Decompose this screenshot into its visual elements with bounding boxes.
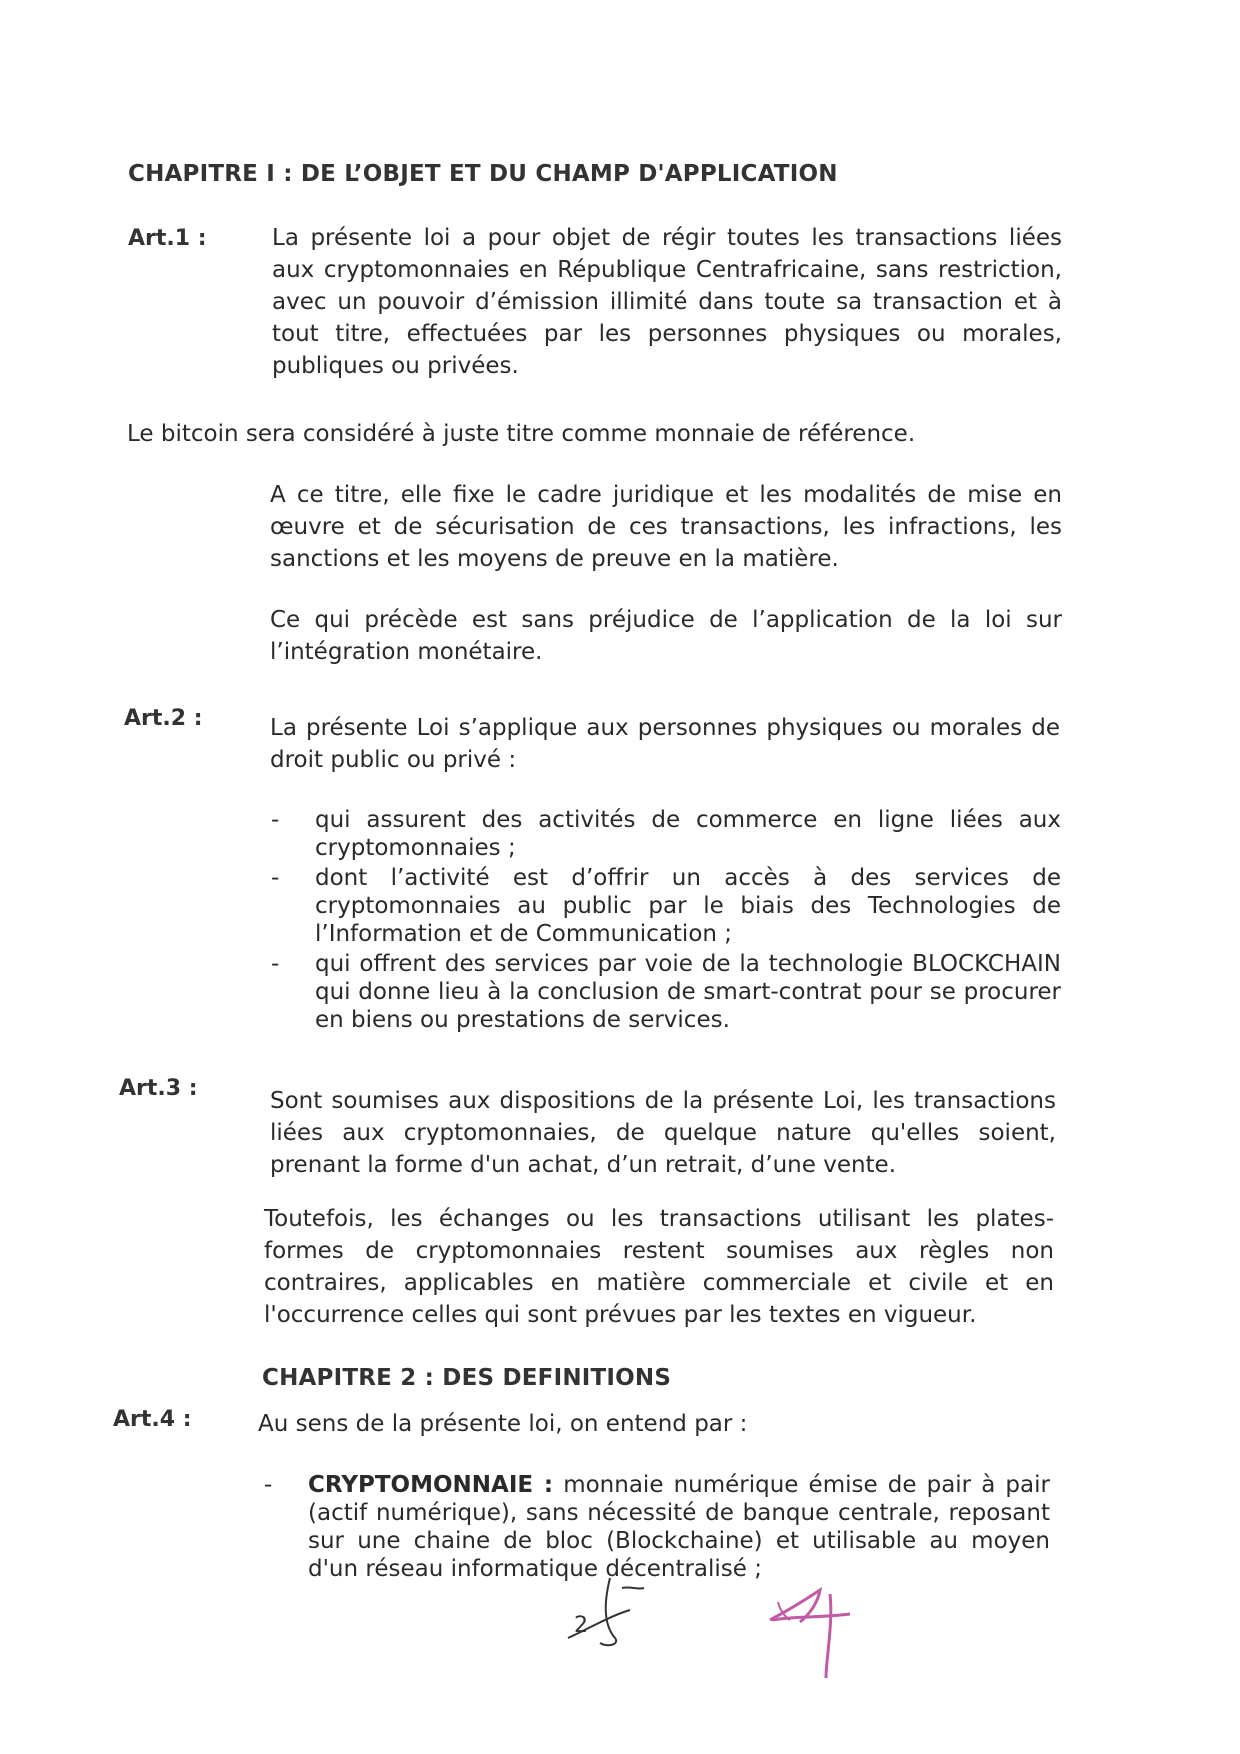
art-3-paragraph-2: Toutefois, les échanges ou les transactions utilisant les plates-formes de cryptomonnaies restent soumises aux règles non contraires, applicables en matière commerciale et civile et en l'occurrence celles qui sont prévues par les textes en vigueur. — [264, 1206, 1054, 1328]
art-1-paragraph-2: A ce titre, elle fixe le cadre juridique et les modalités de mise en œuvre et de sécurisation de ces transactions, les infractions, les sanctions et les moyens de preuve en la matière. — [270, 482, 1062, 572]
dash-bullet: - — [271, 951, 280, 977]
art-3-text: Sont soumises aux dispositions de la présente Loi, les transactions liées aux cryptomonnaies, de quelque nature qu'elles soient, prenant la forme d'un achat, d’un retrait, d’une vente. — [270, 1088, 1056, 1178]
art-2-list — [271, 806, 1061, 1036]
definition-item — [264, 1471, 1050, 1583]
page-number: 2 — [574, 1613, 588, 1638]
list-item-text: dont l’activité est d’offrir un accès à des services de cryptomonnaies au public par le biais des Technologies de l’Information et de Communication ; — [315, 865, 1061, 947]
list-item — [271, 806, 1061, 862]
list-item-text: qui offrent des services par voie de la technologie BLOCKCHAIN qui donne lieu à la conclusion de smart-contrat pour se procurer en biens ou prestations de services. — [315, 951, 1061, 1033]
list-item-text: qui assurent des activités de commerce en ligne liées aux cryptomonnaies ; — [315, 807, 1061, 861]
art-4-label: Art.4 : — [113, 1407, 192, 1432]
art-1-label: Art.1 : — [128, 226, 207, 251]
definition-term: CRYPTOMONNAIE : — [308, 1472, 554, 1498]
dash-bullet: - — [264, 1472, 273, 1498]
art-2-label: Art.2 : — [124, 706, 203, 731]
art-3-label: Art.3 : — [119, 1076, 198, 1101]
art-1-paragraph-3: Ce qui précède est sans préjudice de l’application de la loi sur l’intégration monétaire. — [270, 607, 1062, 665]
chapter-2-title: CHAPITRE 2 : DES DEFINITIONS — [262, 1365, 672, 1391]
dash-bullet: - — [271, 865, 280, 891]
art-4-text: Au sens de la présente loi, on entend par : — [258, 1411, 748, 1437]
art-1-bitcoin-note: Le bitcoin sera considéré à juste titre comme monnaie de référence. — [127, 421, 916, 447]
art-1-text: La présente loi a pour objet de régir toutes les transactions liées aux cryptomonnaies en République Centrafricaine, sans restriction, avec un pouvoir d’émission illimité dans toute sa transaction et à tout titre, effectuées par les personnes physiques ou morales, publiques ou privées. — [272, 225, 1062, 379]
handwritten-signature-icon — [760, 1572, 870, 1682]
chapter-1-title: CHAPITRE I : DE L’OBJET ET DU CHAMP D'APPLICATION — [128, 161, 838, 187]
list-item — [271, 864, 1061, 948]
definition-text: monnaie numérique émise de pair à pair (actif numérique), sans nécessité de banque centrale, reposant sur une chaine de bloc (Blockchaine) et utilisable au moyen d'un réseau informatique décentralisé ; — [308, 1472, 1050, 1582]
art-2-text: La présente Loi s’applique aux personnes physiques ou morales de droit public ou privé : — [270, 715, 1060, 773]
list-item — [271, 950, 1061, 1034]
dash-bullet: - — [271, 807, 280, 833]
